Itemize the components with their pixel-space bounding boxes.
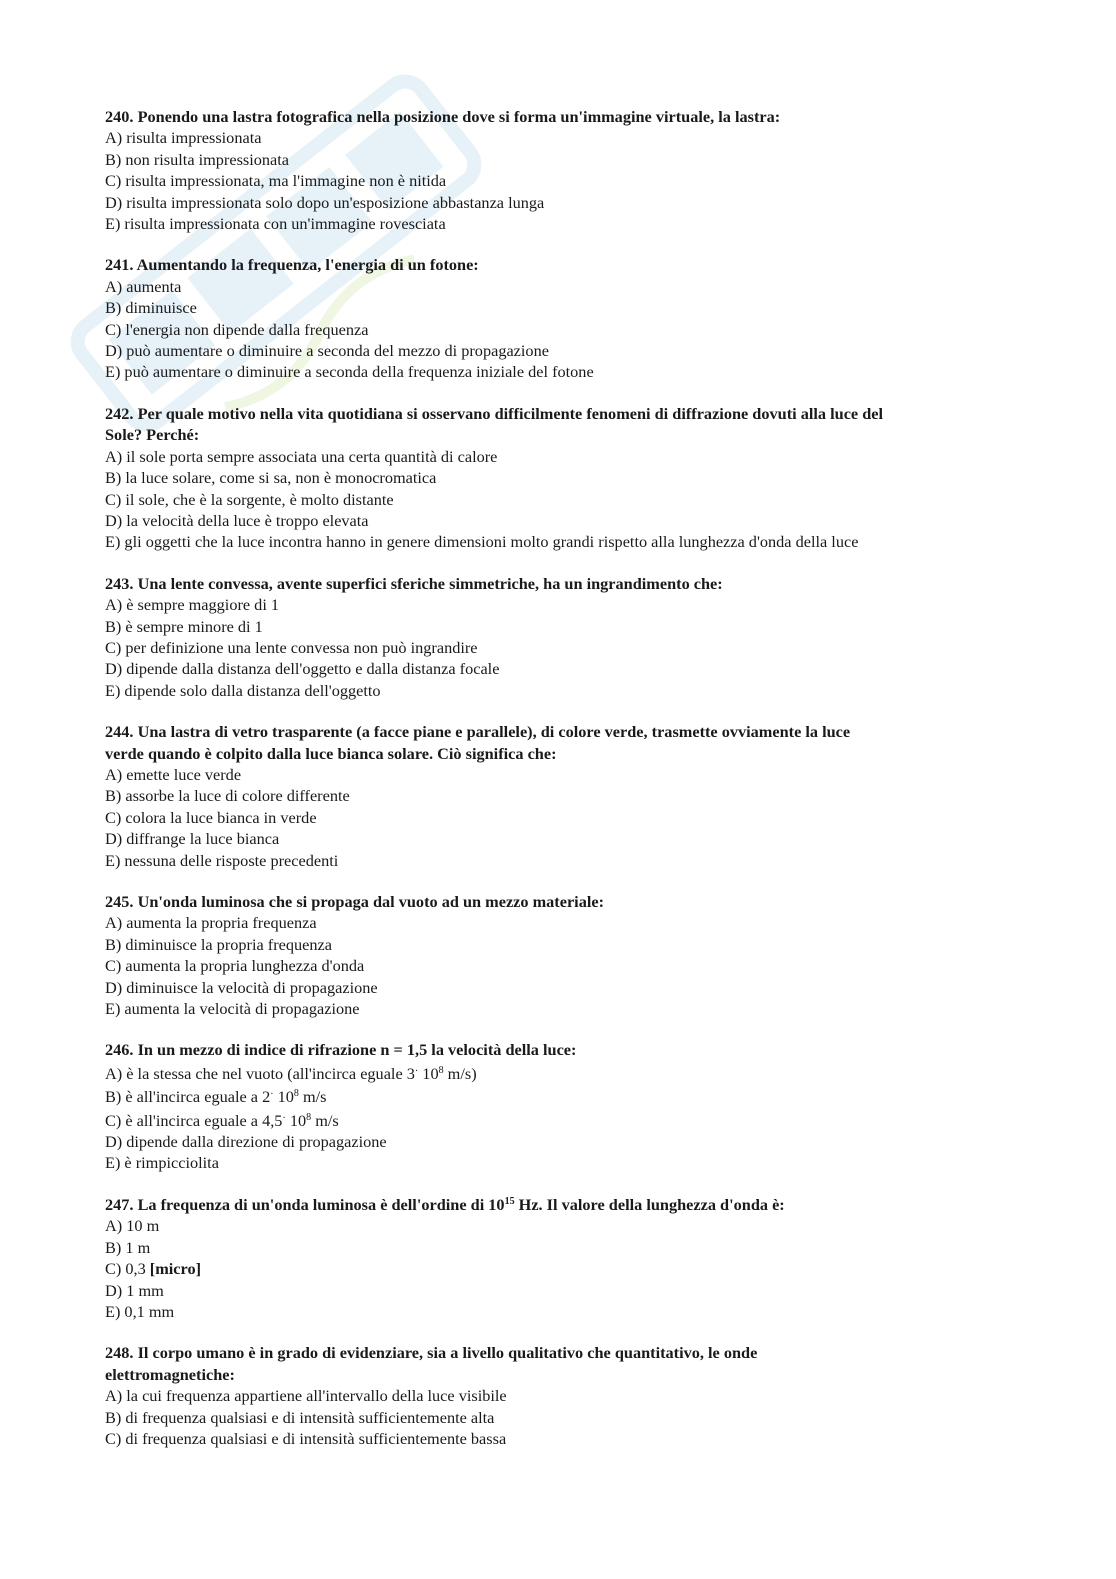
answer-option: E) 0,1 mm (105, 1301, 175, 1321)
exponent: 8 (438, 1064, 444, 1076)
option-text: 10 (418, 1063, 439, 1083)
answer-option: E) risulta impressionata con un'immagine rovesciata (105, 214, 446, 234)
question-243 (105, 573, 1005, 701)
option-bold-text: [micro] (149, 1259, 202, 1279)
option-text: A) è la stessa che nel vuoto (all'incirca eguale 3 (105, 1063, 415, 1083)
answer-option: A) la cui frequenza appartiene all'intervallo della luce visibile (105, 1386, 507, 1406)
answer-option: B) diminuisce (105, 298, 197, 318)
answer-option: E) dipende solo dalla distanza dell'oggetto (105, 680, 381, 700)
answer-option: C) il sole, che è la sorgente, è molto distante (105, 489, 394, 509)
answer-option (105, 1061, 1005, 1084)
question-240 (105, 106, 1005, 234)
answer-option: D) dipende dalla direzione di propagazione (105, 1132, 387, 1152)
answer-option: A) 10 m (105, 1216, 160, 1236)
question-242 (105, 403, 1005, 553)
answer-option: B) è sempre minore di 1 (105, 616, 263, 636)
answer-option: E) aumenta la velocità di propagazione (105, 999, 360, 1019)
question-241 (105, 254, 1005, 382)
answer-option: E) gli oggetti che la luce incontra hanno in genere dimensioni molto grandi rispetto alla lunghezza d'onda della luce (105, 532, 859, 552)
multiplication-dot: · (282, 1112, 286, 1124)
multiplication-dot: · (270, 1089, 274, 1101)
multiplication-dot: · (414, 1065, 419, 1077)
question-title-line1: 248. Il corpo umano è in grado di evidenziare, sia a livello qualitativo che quantitativo, le onde (105, 1343, 758, 1363)
document-page (105, 106, 1005, 1469)
answer-option: C) aumenta la propria lunghezza d'onda (105, 956, 365, 976)
answer-option: A) è sempre maggiore di 1 (105, 595, 280, 615)
exponent: 15 (504, 1195, 515, 1207)
answer-option: D) 1 mm (105, 1280, 164, 1300)
question-247 (105, 1194, 1005, 1322)
question-title-line2: verde quando è colpito dalla luce bianca solare. Ciò significa che: (105, 743, 557, 763)
answer-option: A) il sole porta sempre associata una certa quantità di calore (105, 446, 498, 466)
option-text: 10 (285, 1110, 307, 1130)
answer-option: C) l'energia non dipende dalla frequenza (105, 319, 369, 339)
question-248 (105, 1342, 1005, 1449)
question-245 (105, 891, 1005, 1019)
answer-option: B) la luce solare, come si sa, non è monocromatica (105, 468, 437, 488)
answer-option: C) per definizione una lente convessa non può ingrandire (105, 637, 478, 657)
answer-option: D) diffrange la luce bianca (105, 829, 280, 849)
question-title: 245. Un'onda luminosa che si propaga dal vuoto ad un mezzo materiale: (105, 892, 605, 911)
answer-option: E) è rimpicciolita (105, 1153, 219, 1173)
question-title (105, 1194, 1005, 1215)
question-title: 246. In un mezzo di indice di rifrazione n = 1,5 la velocità della luce: (105, 1040, 577, 1060)
answer-option: E) può aumentare o diminuire a seconda della frequenza iniziale del fotone (105, 362, 594, 382)
answer-option: A) aumenta (105, 276, 182, 296)
answer-option (105, 1108, 1005, 1131)
option-text: m/s (298, 1087, 327, 1107)
question-title: 241. Aumentando la frequenza, l'energia di un fotone: (105, 255, 479, 275)
answer-option: D) la velocità della luce è troppo elevata (105, 510, 369, 530)
answer-option: B) assorbe la luce di colore differente (105, 786, 350, 806)
answer-option: D) risulta impressionata solo dopo un'esposizione abbastanza lunga (105, 192, 545, 212)
question-title-line1: 242. Per quale motivo nella vita quotidiana si osservano difficilmente fenomeni di diffrazione dovuti alla luce del (105, 403, 884, 423)
title-text: Hz. Il valore della lunghezza d'onda è: (514, 1194, 785, 1214)
option-text: m/s (311, 1110, 339, 1130)
option-text: 10 (273, 1087, 294, 1107)
question-title-line2: elettromagnetiche: (105, 1364, 235, 1384)
title-text: 247. La frequenza di un'onda luminosa è dell'ordine di 10 (105, 1194, 505, 1214)
answer-option (105, 1258, 1005, 1279)
answer-option: B) di frequenza qualsiasi e di intensità sufficientemente alta (105, 1407, 495, 1427)
answer-option: C) di frequenza qualsiasi e di intensità sufficientemente bassa (105, 1428, 507, 1448)
option-text: C) è all'incirca eguale a 4,5 (105, 1110, 283, 1130)
answer-option: A) emette luce verde (105, 764, 242, 784)
answer-option: B) 1 m (105, 1237, 151, 1257)
answer-option: E) nessuna delle risposte precedenti (105, 850, 339, 870)
answer-option: C) risulta impressionata, ma l'immagine non è nitida (105, 171, 447, 191)
answer-option: D) può aumentare o diminuire a seconda del mezzo di propagazione (105, 341, 549, 361)
answer-option (105, 1084, 1005, 1107)
question-244 (105, 721, 1005, 871)
exponent: 8 (293, 1088, 299, 1100)
option-text: B) è all'incirca eguale a 2 (105, 1087, 271, 1107)
question-title: 243. Una lente convessa, avente superfici sferiche simmetriche, ha un ingrandimento che: (105, 573, 723, 593)
answer-option: D) dipende dalla distanza dell'oggetto e dalla distanza focale (105, 659, 500, 679)
option-text: m/s) (443, 1063, 477, 1083)
option-text: C) 0,3 (105, 1259, 150, 1279)
question-246 (105, 1039, 1005, 1173)
answer-option: B) non risulta impressionata (105, 149, 290, 169)
answer-option: A) aumenta la propria frequenza (105, 913, 317, 933)
answer-option: C) colora la luce bianca in verde (105, 807, 317, 827)
answer-option: A) risulta impressionata (105, 128, 262, 148)
answer-option: B) diminuisce la propria frequenza (105, 934, 332, 954)
answer-option: D) diminuisce la velocità di propagazione (105, 977, 378, 997)
question-title-line2: Sole? Perché: (105, 425, 200, 445)
exponent: 8 (306, 1111, 312, 1123)
question-title: 240. Ponendo una lastra fotografica nella posizione dove si forma un'immagine virtuale, la lastra: (105, 107, 781, 126)
question-title-line1: 244. Una lastra di vetro trasparente (a facce piane e parallele), di colore verde, trasmette ovviamente la luce (105, 722, 851, 742)
